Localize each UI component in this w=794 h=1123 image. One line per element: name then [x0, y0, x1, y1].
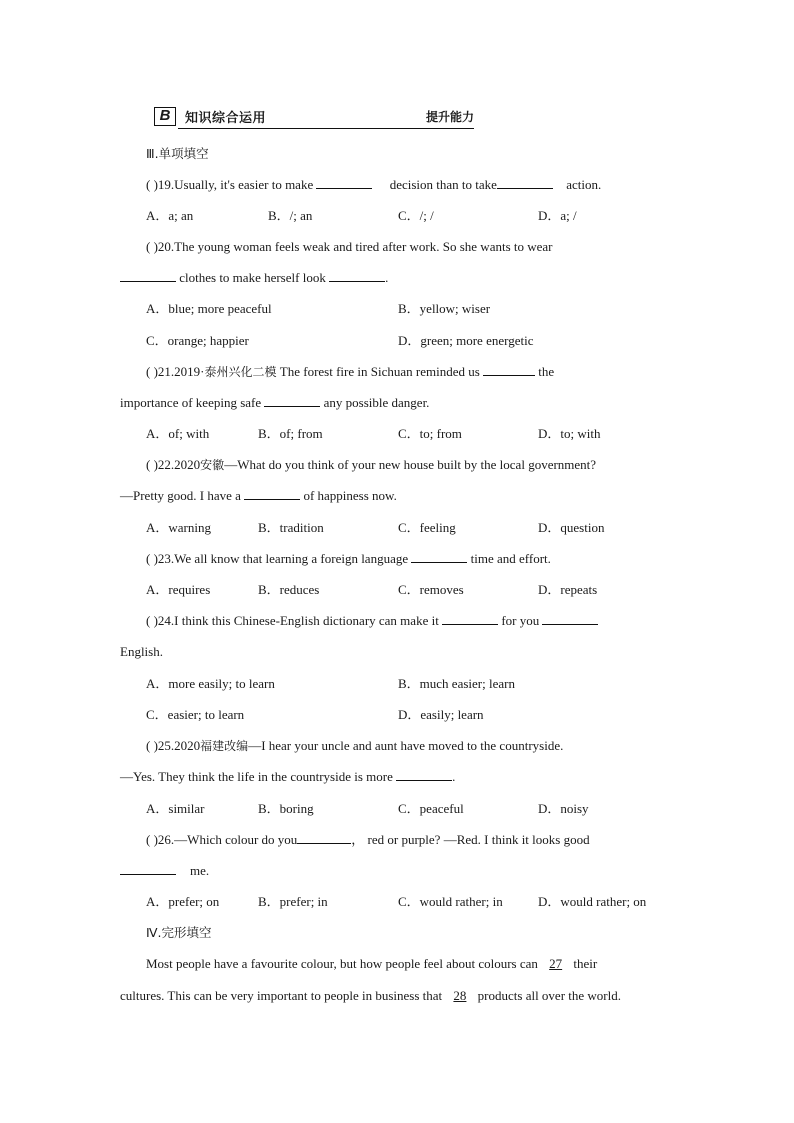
option-d: D．question: [538, 520, 605, 535]
cloze-text: products all over the world.: [474, 988, 621, 1003]
option-c: C．removes: [398, 582, 464, 597]
question-source: 泰州兴化二模: [204, 365, 277, 379]
answer-blank: [120, 269, 176, 282]
question-text: 19.Usually, it's easier to make: [157, 177, 317, 192]
question-text: the: [535, 364, 555, 379]
option-a: A．requires: [146, 582, 211, 597]
answer-blank: [411, 550, 467, 563]
option-b: B．prefer; in: [258, 894, 328, 909]
option-c: C．feeling: [398, 520, 456, 535]
option-a: A．a; an: [146, 208, 194, 223]
option-a: A．similar: [146, 801, 205, 816]
question-text: 23.We all know that learning a foreign language: [157, 551, 412, 566]
question-text: 24.I think this Chinese-English dictionary can make it: [157, 613, 443, 628]
question-22-cont: [120, 487, 397, 505]
option-b: B．/; an: [268, 208, 313, 223]
question-20: [146, 238, 674, 256]
answer-blank: [442, 612, 498, 625]
question-text: importance of keeping safe: [120, 395, 265, 410]
answer-paren: ( ): [146, 364, 158, 379]
question-25: [146, 737, 563, 755]
option-d: D．easily; learn: [398, 707, 484, 722]
question-24: [146, 612, 674, 630]
cloze-blank-28: 28: [453, 988, 467, 1003]
option-b: B．reduces: [258, 582, 320, 597]
question-text: 20.The young woman feels weak and tired after work. So she wants to wear: [157, 239, 553, 254]
option-b: B．boring: [258, 801, 314, 816]
question-text: 26.—Which colour do you: [157, 832, 298, 847]
question-text: decision than to take: [386, 177, 497, 192]
option-a: A．warning: [146, 520, 211, 535]
question-22: [146, 456, 596, 474]
question-21: [146, 363, 674, 381]
cloze-text: cultures. This can be very important to people in business that: [120, 988, 446, 1003]
question-25-cont: [120, 768, 455, 786]
question-23: [146, 550, 551, 568]
answer-blank: [264, 394, 320, 407]
question-text: .: [385, 270, 389, 285]
question-text: any possible danger.: [320, 395, 430, 410]
section-title: 知识综合运用: [185, 111, 267, 126]
cloze-blank-27: 27: [549, 956, 563, 971]
option-d: D．noisy: [538, 801, 589, 816]
question-number: 25.2020: [157, 738, 201, 753]
answer-blank: [329, 269, 385, 282]
answer-blank: [497, 176, 553, 189]
option-b: B．yellow; wiser: [398, 301, 491, 316]
question-text: for you: [498, 613, 543, 628]
question-24-cont: English.: [120, 644, 163, 659]
option-d: D．to; with: [538, 426, 601, 441]
question-text: —Yes. They think the life in the countryside is more: [120, 769, 397, 784]
option-d: D．green; more energetic: [398, 333, 534, 348]
question-text: clothes to make herself look: [176, 270, 330, 285]
option-a: A．more easily; to learn: [146, 676, 275, 691]
answer-blank: [244, 487, 300, 500]
option-c: C．orange; happier: [146, 333, 249, 348]
question-text: —Pretty good. I have a: [120, 488, 245, 503]
section-level-label: 提升能力: [425, 110, 474, 124]
option-b: B．much easier; learn: [398, 676, 515, 691]
question-text: —I hear your uncle and aunt have moved to the countryside.: [248, 738, 564, 753]
option-c: C．peaceful: [398, 801, 464, 816]
question-text: The forest fire in Sichuan reminded us: [276, 364, 484, 379]
section-heading-single-choice: Ⅲ.单项填空: [146, 146, 209, 161]
question-source: 福建改编: [200, 739, 249, 753]
option-a: A．of; with: [146, 426, 210, 441]
option-c: C．would rather; in: [398, 894, 503, 909]
question-text: me.: [190, 863, 210, 878]
question-text: ， red or purple? —Red. I think it looks good: [351, 832, 590, 847]
question-text: of happiness now.: [300, 488, 397, 503]
answer-blank: [483, 363, 535, 376]
answer-blank: [396, 768, 452, 781]
option-a: A．blue; more peaceful: [146, 301, 272, 316]
answer-blank: [542, 612, 598, 625]
answer-blank: [297, 831, 351, 844]
answer-paren: ( ): [146, 551, 158, 566]
question-text: .: [452, 769, 456, 784]
option-d: D．would rather; on: [538, 894, 647, 909]
question-text: time and effort.: [467, 551, 551, 566]
section-heading-cloze: Ⅳ.完形填空: [146, 925, 212, 940]
option-d: D．a; /: [538, 208, 577, 223]
answer-paren: ( ): [146, 738, 158, 753]
option-d: D．repeats: [538, 582, 598, 597]
question-26: [146, 831, 674, 849]
question-20-cont: [120, 269, 388, 287]
question-26-cont: [120, 862, 209, 880]
answer-paren: ( ): [146, 457, 158, 472]
question-source: 安徽: [200, 458, 225, 472]
option-c: C．/; /: [398, 208, 434, 223]
answer-paren: ( ): [146, 613, 158, 628]
question-number: 21.2019·: [157, 364, 205, 379]
answer-paren: ( ): [146, 239, 158, 254]
option-b: B．of; from: [258, 426, 323, 441]
question-text: action.: [562, 177, 602, 192]
cloze-paragraph-line-2: [120, 987, 621, 1005]
question-19: [146, 176, 601, 194]
question-text: —What do you think of your new house built by the local government?: [224, 457, 597, 472]
cloze-text: their: [570, 956, 598, 971]
option-c: C．easier; to learn: [146, 707, 245, 722]
answer-blank: [120, 862, 176, 875]
question-number: 22.2020: [157, 457, 201, 472]
answer-blank: [316, 176, 372, 189]
option-c: C．to; from: [398, 426, 462, 441]
cloze-paragraph-line-1: [146, 955, 597, 973]
section-header: [152, 104, 474, 129]
question-21-cont: [120, 394, 429, 412]
answer-paren: ( ): [146, 177, 158, 192]
answer-paren: ( ): [146, 832, 158, 847]
header-rule: [178, 128, 474, 129]
option-b: B．tradition: [258, 520, 324, 535]
option-a: A．prefer; on: [146, 894, 220, 909]
cloze-text: Most people have a favourite colour, but how people feel about colours can: [146, 956, 542, 971]
section-badge: B: [154, 107, 176, 126]
